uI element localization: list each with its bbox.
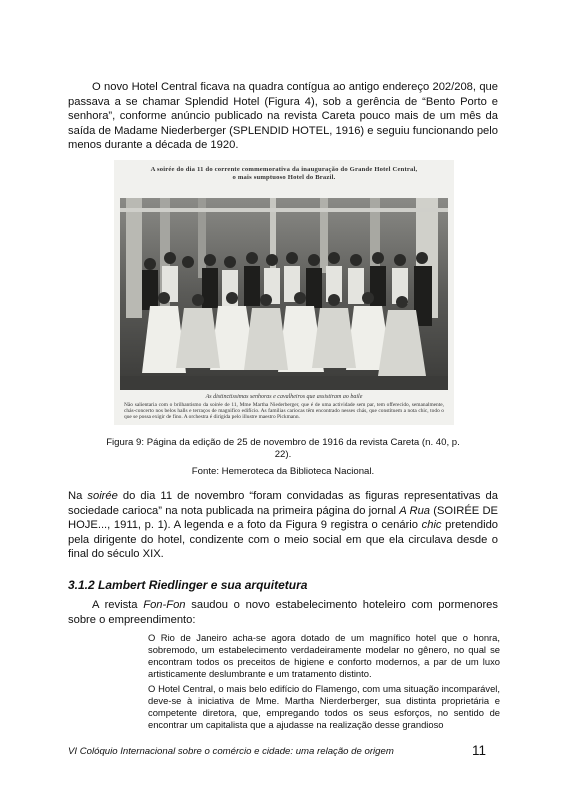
group-photo — [120, 198, 448, 390]
photo-caption: As distinctissimas senhoras e cavalheiros que assistiram ao baile — [205, 394, 363, 400]
paragraph-soiree-text-1: Na — [68, 490, 88, 502]
paragraph-soiree-text-4: pretendido pela dirigente do hotel, condizente com o meio social em que ela circulava desde o final do século XIX. — [68, 519, 499, 561]
figure-title-line1: A soirée do dia 11 do corrente commemorativa da inauguração do Grande Hotel Central, — [150, 166, 418, 173]
paragraph-soiree-em-3: chic — [421, 519, 442, 532]
paragraph-soiree-em-1: soirée — [87, 490, 118, 502]
figure-body-text: Não salientaria com o brilhantismo da soirée de 11, Mme Martha Niederberger, que é de uma actividade sem par, tem offerecido, semanalmente, chás-concerto nos belos halls e terraços de magnifico edifício. As familias cariocas têm encontrado nesses chás, que constituem a nota chic, todo o que se possa exigir de fino. A orchestra é dirigida pelo illustre maestro Pickmann. — [124, 402, 444, 421]
newspaper-figure — [114, 160, 454, 425]
figure-source: Fonte: Hemeroteca da Biblioteca Nacional. — [191, 466, 375, 477]
paragraph-soiree-text-2: do dia 11 de novembro “foram convidadas as figuras representativas da sociedade carioca” na nota publicada na primeira página do jornal — [68, 490, 498, 517]
paragraph-fonfon-em-1: Fon-Fon — [143, 599, 186, 611]
block-quote-1: O Rio de Janeiro acha-se agora dotado de um magnífico hotel que o honra, sobremodo, um estabelecimento verdadeiramente modelar no gênero, no qual se encontram todos os preceitos de higiene e conforto modernos, a par de um luxo artisticamente deslumbrante e um tratamento distinto. — [148, 632, 500, 679]
paragraph-soiree-em-2: A Rua — [399, 504, 431, 517]
intro-paragraph: O novo Hotel Central ficava na quadra contígua ao antigo endereço 202/208, que passava a se chamar Splendid Hotel (Figura 4), sob a gerência de “Bento Porto e senhora”, conforme anúncio publicado na revista Careta pouco mais de um mês da saída de Madame Niederberger (SPLENDID HOTEL, 1916) e seguiu funcionando pelo menos durante a década de 1920. — [68, 81, 498, 152]
paragraph-fonfon-text-1: A revista — [92, 599, 144, 611]
figure-title-line2: o mais sumptuoso Hotel do Brazil. — [232, 174, 336, 181]
figure-title — [114, 166, 454, 182]
section-heading: 3.1.2 Lambert Riedlinger e sua arquitetura — [68, 578, 308, 592]
figure-caption: Figura 9: Página da edição de 25 de novembro de 1916 da revista Careta (n. 40, p. 22). — [106, 437, 460, 461]
page-number: 11 — [472, 743, 487, 758]
paragraph-soiree-text-3: (SOIRÉE DE HOJE..., 1911, p. 1). A legenda e a foto da Figura 9 registra o cenário — [68, 504, 498, 532]
paragraph-soiree — [68, 489, 498, 562]
block-quote-2: O Hotel Central, o mais belo edifício do Flamengo, com uma situação incomparável, deve-se à iniciativa de Mme. Martha Nierderberger, sua distinta proprietária e competente diretora, que, empregando todos os seus esforços, no sentido de encontrar um capitalista que a ajudasse na realização desse grandioso — [148, 683, 500, 730]
group-photo-image — [120, 198, 448, 390]
paragraph-fonfon — [68, 598, 498, 627]
paragraph-fonfon-text-2: saudou o novo estabelecimento hoteleiro com pormenores sobre o empreendimento: — [68, 599, 498, 626]
page-footer: VI Colóquio Internacional sobre o comércio e cidade: uma relação de origem — [68, 746, 394, 757]
